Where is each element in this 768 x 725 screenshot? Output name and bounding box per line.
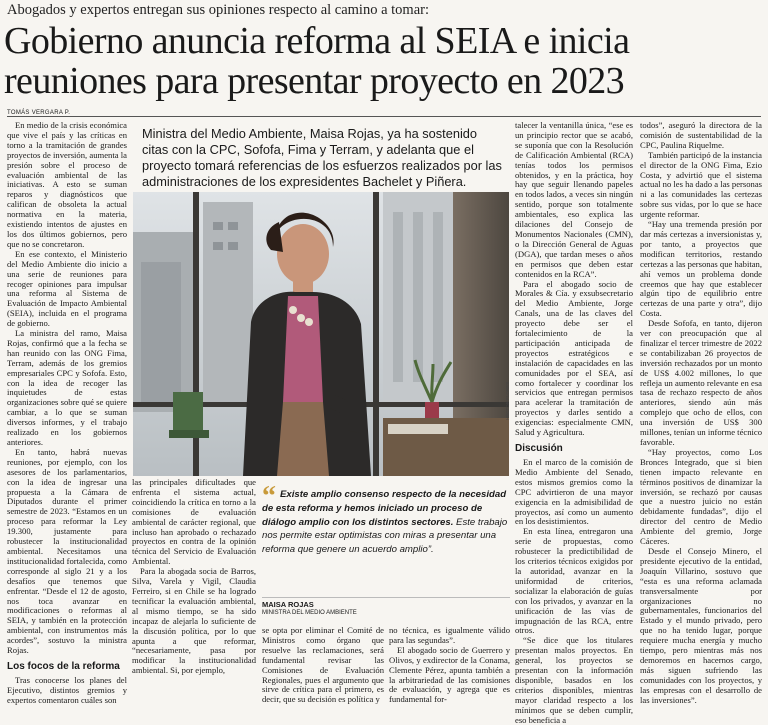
pull-quote — [262, 481, 510, 556]
paragraph: Para la abogada socia de Barros, Silva, Varela y Vigil, Claudia Ferreiro, si en Chile se ha logrado tecnificar la evaluación ambiental, al mismo tiempo, se ha sido incapaz de alejarla lo suficiente de la discusión política, por lo que apunta a que reformar, “necesariamente, pasa por modificar la institucionalidad ambiental. Si, por ejemplo, — [132, 566, 256, 676]
quote-mark-icon: “ — [262, 481, 276, 512]
quote-author-name: MAISA ROJAS — [262, 600, 314, 609]
paragraph: “Hay proyectos, como Los Bronces Integrado, que si bien tienen impacto relevante en términos positivos de dinamizar la inversión, se rechazó por causas que a nuestro juicio no están debidamente fundadas”, dijo el director del centro de Medio Ambiente del gremio, Jorge Cáceres. — [640, 446, 762, 547]
photo-minister — [133, 192, 509, 476]
quote-attribution — [262, 600, 357, 618]
paragraph: En el marco de la comisión de Medio Ambiente del Senado, estos mismos gremios como la CPC advirtieron de una mayor exigencia en la admisibilidad de proyectos, así como un aumento en los desistimientos. — [515, 457, 633, 527]
paragraph: La ministra del ramo, Maisa Rojas, confirmó que a la fecha se han reunido con las ONG Fima, Terram, además de los gremios empresariales CPC y Sofofa. Esto, con la idea de recoger las inquietudes de estas organizaciones sobre qué se quiere cambiar, a lo que se suman diversos informes, y el trabajo realizado en los gobiernos anteriores. — [7, 328, 127, 447]
paragraph: se opta por eliminar el Comité de Ministros como órgano que resuelve las reclamaciones, será fundamental revisar las Comisiones de Evaluación Regionales, pues el argumento que sirve de crítica para el primero, es decir, que su decisión es política y — [262, 625, 384, 705]
column-2 — [132, 478, 256, 681]
paragraph: Tras conocerse los planes del Ejecutivo, distintos gremios y expertos comentaron cuáles son — [7, 674, 127, 705]
column-4 — [389, 625, 510, 705]
headline: Gobierno anuncia reforma al SEIA e inicia reuniones para presentar proyecto en 2023 — [4, 20, 630, 102]
subheading-focos: Los focos de la reforma — [7, 660, 120, 672]
paragraph: En ese contexto, el Ministerio del Medio Ambiente dio inicio a una serie de reuniones para recoger opiniones para impulsar una reforma al Sistema de Evaluación de Impacto Ambiental (SEIA), incluida en el programa de gobierno. — [7, 248, 127, 329]
paragraph: En medio de la crisis económica que vive el país y las críticas en torno a la tramitación de grandes proyectos de inversión, aumenta la presión sobre el proceso de evaluación ambiental de las iniciativas. A esto se suman reparos y diagnósticos que califican de obsoleta la actual normativa en la materia, existiendo intentos de ajustes en los dos últimos gobiernos, pero que no se concretaron. — [7, 120, 127, 249]
byline-rule — [7, 116, 761, 117]
quote-bold-text: Existe amplio consenso respecto de la necesidad de esta reforma y hemos iniciado un proceso de diálogo amplio con los distintos sectores. — [262, 489, 507, 528]
paragraph: todos”, aseguró la directora de la comisión de sustentabilidad de la CPC, Paulina Riquelme. — [640, 120, 762, 150]
paragraph: Desde el Consejo Minero, el presidente ejecutivo de la entidad, Joaquín Villarino, sostuvo que “esta es una reforma aclamada transversalmente por organizaciones no gubernamentales, funcionarios del Estado y el mundo privado, pero que no ha tenido lugar, porque requiere mucha energía y mucho tiempo, pero mientras más nos demoremos en hacernos cargo, más siguen sufriendo las comunidades con los proyectos, y las empresas con el desarrollo de las inversiones”. — [640, 545, 762, 705]
column-4-upper — [515, 120, 633, 725]
column-5 — [640, 120, 762, 705]
kicker: Abogados y expertos entregan sus opiniones respecto al camino a tomar: — [7, 2, 429, 18]
photo-credit: HÉCTOR FLORES — [505, 381, 510, 420]
paragraph: no técnica, es igualmente válido para las segundas”. — [389, 625, 510, 645]
byline: TOMÁS VERGARA P. — [7, 110, 74, 116]
quote-divider — [262, 597, 510, 598]
paragraph: Para el abogado socio de Morales & Cía. y exsubsecretario del Medio Ambiente, Jorge Canals, una de las claves del proyecto debe ser el fortalecimiento de la participación anticipada de proyectos estratégicos e instalación de capacidades en las comunidades por el SEA, así como fortalecer y coordinar los servicios que entregan permisos para acelerar la tramitación de proyectos y darles sentido a exigencias: especialmente CMN, Salud y Agricultura. — [515, 278, 633, 438]
paragraph: También participó de la instancia el director de la ONG Fima, Ezio Costa, y advirtió que el sistema actual no les ha dado a las personas ni a las comunidades las certezas sobre sus vidas, por lo que se hace urgente reformar. — [640, 149, 762, 220]
subheading-discusion: Discusión — [515, 443, 563, 454]
lead-paragraph: Ministra del Medio Ambiente, Maisa Rojas, ya ha sostenido citas con la CPC, Sofofa, Fima y Terram, y adelanta que el proyecto tomará referencias de los esfuerzos realizados por las administraciones de los expresidentes Bachelet y Piñera. — [142, 126, 502, 189]
paragraph: talecer la ventanilla única, “ese es un principio rector que se acabó, se suponía que con la Resolución de Calificación Ambiental (RCA) tenías todos los permisos obtenidos, y en la práctica, hoy hay que seguir llenando papeles en todos lados, a veces sin ningún sentido, porque son totalmente ambientales, eso explica las dilaciones del Consejo de Monumentos Nacionales (CMN), o la Dirección General de Aguas (DGA), que tardan meses o años en permisos que deben estar contenidos en la RCA”. — [515, 120, 633, 279]
column-1 — [7, 120, 127, 705]
paragraph: El abogado socio de Guerrero y Olivos, y exdirector de la Conama, Clemente Pérez, apunta también a la arbitrariedad de las comisiones de evaluación, y agrega que es fundamental for- — [389, 644, 510, 705]
column-3 — [262, 625, 384, 705]
paragraph: las principales dificultades que enfrenta el sistema actual, coincidiendo la crítica en torno a la comisiones de evaluación ambiental de carácter regional, que incluso han aprobado o rechazado proyectos en contra de la opinión técnica del Servicio de Evaluación Ambiental. — [132, 477, 256, 567]
paragraph: “Hay una tremenda presión por dar más certezas a inversionistas y, por tanto, a proyectos que modifican territorios, restando certezas a las personas que habitan, ahí vemos un problema donde creemos que hay que establecer algún tipo de equilibrio entre certezas de una parte y otra”, dijo Costa. — [640, 219, 762, 319]
quote-author-role: MINISTRA DEL MEDIO AMBIENTE — [262, 610, 357, 616]
paragraph: En esta línea, entregaron una serie de propuestas, como robustecer la predictibilidad de los criterios técnicos exigidos por la autoridad, avanzar en la uniformidad de criterios, socializar la elaboración de guías con los privados, y avanzar en la unificación de las vías de impugnación de las RCA, entre otros. — [515, 526, 633, 636]
quote-text: Este trabajo nos permite estar optimistas con miras a presentar una reforma que genere un acuerdo amplio”. — [262, 516, 508, 555]
paragraph: En tanto, habrá nuevas reuniones, por ejemplo, con los asesores de los parlamentarios, con la idea de ingresar una propuesta a la Cámara de Diputados durante el primer semestre de 2023. “Estamos en un proceso para reformar la Ley 19.300, justamente para robustecer la institucionalidad ambiental. Necesitamos una institucionalidad fortalecida, como corresponde al siglo 21 y a los desafíos que tenemos que enfrentar. “Desde el 12 de agosto, nos toca avanzar en modificaciones o reformas al SEIA, y también en la protección ambiental, con instrumentos más acordes”, sostuvo la ministra Rojas. — [7, 446, 127, 656]
paragraph: “Se dice que los titulares presentan malos proyectos. En general, los proyectos se presentan con la información disponible, basados en los criterios disponibles, mientras mayor claridad respecto a los mínimos que se deben cumplir, eso beneficia a — [515, 635, 633, 725]
paragraph: Desde Sofofa, en tanto, dijeron ver con preocupación que al finalizar el tercer trimestre de 2022 se contabilizaban 26 proyectos de inversión rechazados por un monto de US$ 4.002 millones, lo que refleja un aumento relevante en esa tasa de rechazo respecto de años anteriores, siendo aún más complejo que ocho de ellos, con una inversión de US$ 300 millones, tenían un informe técnico favorable. — [640, 318, 762, 447]
